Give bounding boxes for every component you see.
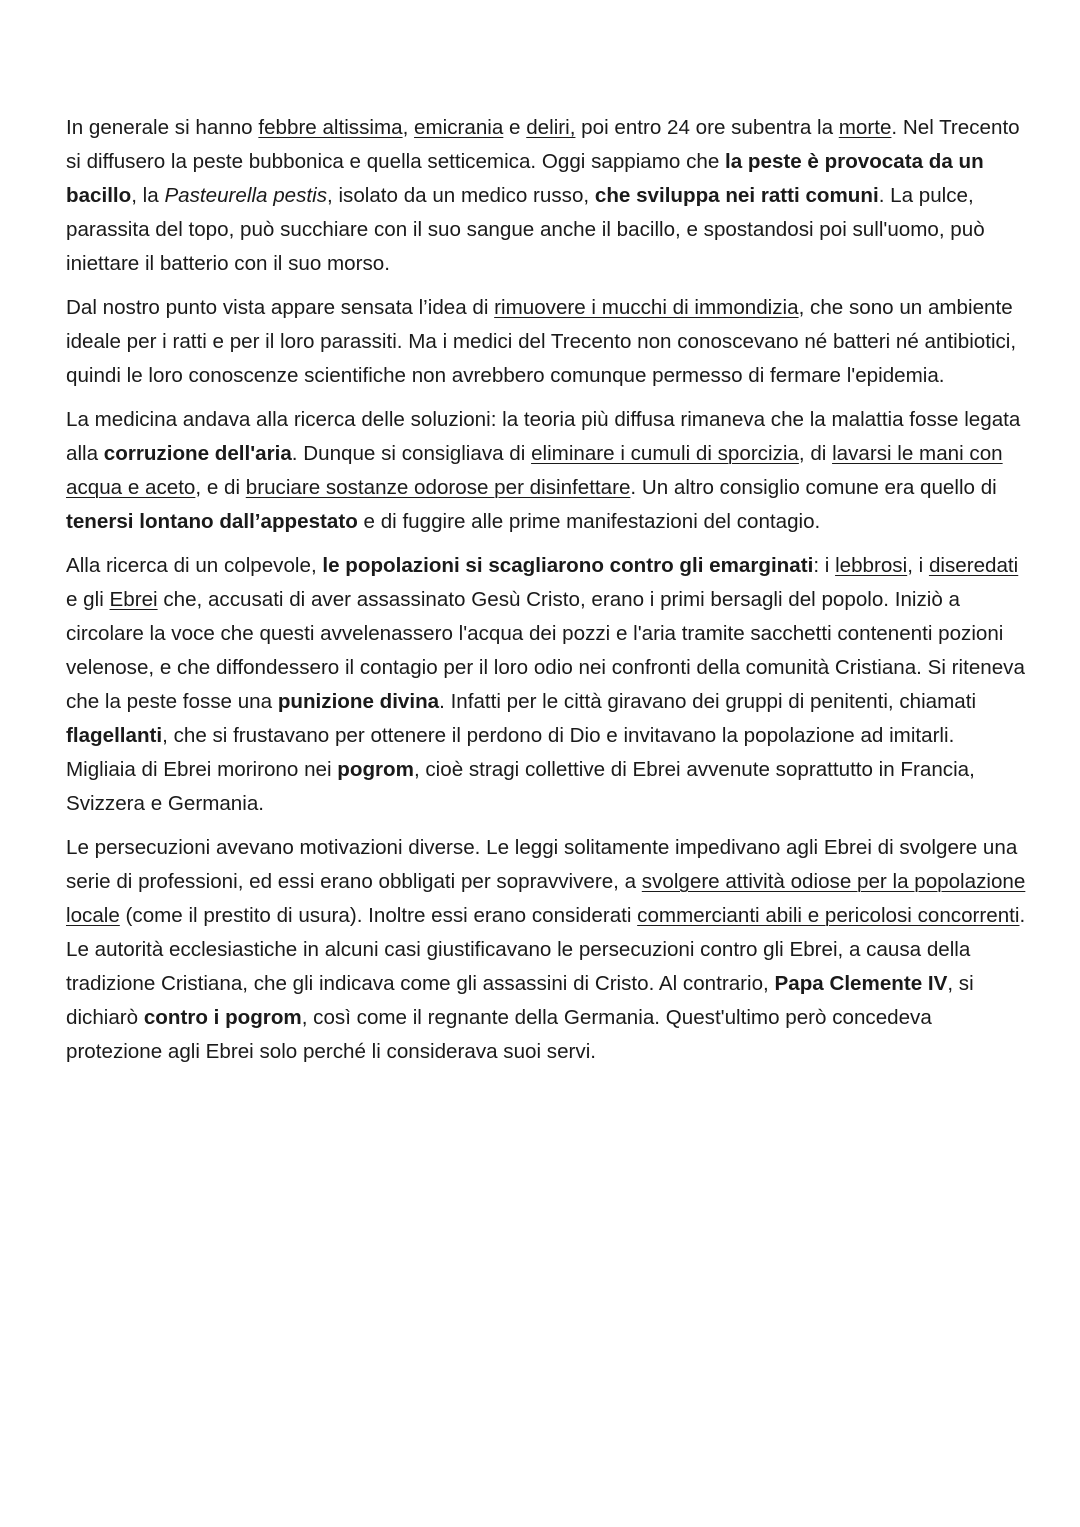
underlined-text: emicrania	[414, 116, 504, 139]
underlined-text: Ebrei	[109, 588, 158, 611]
bold-text: Papa Clemente IV	[774, 972, 948, 995]
text-run: che, accusati di aver assassinato Gesù Cristo, erano i primi bersagli del popolo. Iniziò a circolare la voce che questi avvelenassero l'acqua dei pozzi e l'aria tramite sacchetti contenenti pozioni velenose, e che diffondessero il contagio per il loro odio nei confronti della comunità Cristiana. Si riteneva che la peste fosse una	[66, 588, 1025, 713]
text-run: . Dunque si consigliava di	[291, 442, 532, 465]
text-run: , si dichiarò	[66, 972, 974, 1029]
text-run: poi entro 24 ore subentra la	[575, 116, 839, 139]
text-run: , di	[798, 442, 833, 465]
bold-text: che sviluppa nei ratti comuni	[594, 184, 879, 207]
bold-text: punizione divina	[277, 690, 440, 713]
text-run: e	[503, 116, 527, 139]
paragraph	[66, 403, 1026, 539]
text-run: , cioè stragi collettive di Ebrei avvenute soprattutto in Francia, Svizzera e Germania.	[66, 758, 975, 815]
text-run: In generale si hanno	[66, 116, 259, 139]
bold-text: le popolazioni si scagliarono contro gli emarginati	[322, 554, 814, 577]
text-run: , che sono un ambiente ideale per i ratti e per il loro parassiti. Ma i medici del Trecento non conoscevano né batteri né antibiotici, quindi le loro conoscenze scientifiche non avrebbero comunque permesso di fermare l'epidemia.	[66, 296, 1017, 387]
text-run: e gli	[66, 588, 110, 611]
text-run: , i	[907, 554, 929, 577]
text-run: . Infatti per le città giravano dei gruppi di penitenti, chiamati	[439, 690, 977, 713]
underlined-text: deliri,	[526, 116, 576, 139]
text-run: , la	[131, 184, 165, 207]
text-run: ,	[402, 116, 415, 139]
text-run: : i	[813, 554, 836, 577]
text-run: La medicina andava alla ricerca delle soluzioni: la teoria più diffusa rimaneva che la malattia fosse legata alla	[66, 408, 1021, 465]
italic-text: Pasteurella pestis	[164, 184, 327, 207]
paragraph	[66, 291, 1026, 393]
bold-text: contro i pogrom	[143, 1006, 302, 1029]
text-run: , così come il regnante della Germania. Quest'ultimo però concedeva protezione agli Ebrei solo perché li considerava suoi servi.	[66, 1006, 932, 1063]
underlined-text: commercianti abili e pericolosi concorrenti	[637, 904, 1020, 927]
bold-text: pogrom	[337, 758, 414, 781]
underlined-text: svolgere attività odiose per la popolazione locale	[66, 870, 1026, 927]
text-run: e di fuggire alle prime manifestazioni del contagio.	[357, 510, 821, 533]
text-run: . Le autorità ecclesiastiche in alcuni casi giustificavano le persecuzioni contro gli Ebrei, a causa della tradizione Cristiana, che gli indicava come gli assassini di Cristo. Al contrario,	[66, 904, 1026, 995]
underlined-text: lavarsi le mani con acqua e aceto	[66, 442, 1003, 499]
underlined-text: rimuovere i mucchi di immondizia	[494, 296, 799, 319]
text-run: . Un altro consiglio comune era quello di	[630, 476, 997, 499]
text-run: (come il prestito di usura). Inoltre essi erano considerati	[119, 904, 638, 927]
underlined-text: bruciare sostanze odorose per disinfettare	[245, 476, 631, 499]
text-run: Alla ricerca di un colpevole,	[66, 554, 323, 577]
text-run: Dal nostro punto vista appare sensata l’idea di	[66, 296, 495, 319]
underlined-text: febbre altissima	[258, 116, 403, 139]
paragraph	[66, 111, 1026, 281]
bold-text: tenersi lontano dall’appestato	[66, 510, 358, 533]
bold-text: flagellanti	[66, 724, 163, 747]
text-run: , e di	[195, 476, 246, 499]
text-run: . Nel Trecento si diffusero la peste bubbonica e quella setticemica. Oggi sappiamo che	[66, 116, 1020, 173]
text-run: . La pulce, parassita del topo, può succhiare con il suo sangue anche il bacillo, e spostandosi poi sull'uomo, può iniettare il batterio con il suo morso.	[66, 184, 985, 275]
bold-text: corruzione dell'aria	[103, 442, 292, 465]
document-page	[66, 111, 1026, 1079]
bold-text: la peste è provocata da un bacillo	[66, 150, 984, 207]
underlined-text: lebbrosi	[835, 554, 908, 577]
text-run: , isolato da un medico russo,	[327, 184, 595, 207]
text-run: Le persecuzioni avevano motivazioni diverse. Le leggi solitamente impedivano agli Ebrei di svolgere una serie di professioni, ed essi erano obbligati per sopravvivere, a	[66, 836, 1018, 893]
underlined-text: morte	[838, 116, 892, 139]
paragraph	[66, 549, 1026, 821]
paragraph	[66, 831, 1026, 1069]
text-run: , che si frustavano per ottenere il perdono di Dio e invitavano la popolazione ad imitarli. Migliaia di Ebrei morirono nei	[66, 724, 955, 781]
underlined-text: eliminare i cumuli di sporcizia	[531, 442, 799, 465]
underlined-text: diseredati	[928, 554, 1019, 577]
